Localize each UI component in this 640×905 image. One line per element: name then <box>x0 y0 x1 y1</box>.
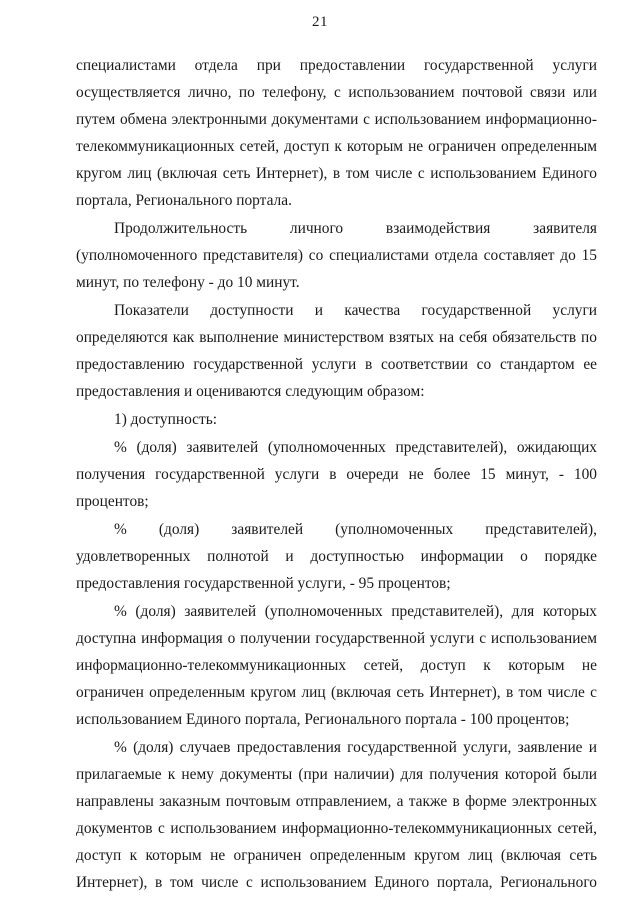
paragraph-7: % (доля) заявителей (уполномоченных представителей), для которых доступна информация о получении государственной услуги с использованием информационно-телекоммуникационных сетей, доступ к которым не ограничен определенным кругом лиц (включая сеть Интернет), в том числе с использованием Единого портала, Регионального портала - 100 процентов; <box>76 603 597 728</box>
document-body <box>76 52 597 897</box>
paragraph-8: % (доля) случаев предоставления государственной услуги, заявление и прилагаемые к нему документы (при наличии) для получения которой были направлены заказным почтовым отправлением, а также в форме электронных документов с использованием информационно-телекоммуникационных сетей, доступ к которым не ограничен определенным кругом лиц (включая сеть Интернет), в том числе с использованием Единого портала, Регионального <box>76 739 597 891</box>
paragraph-4: 1) доступность: <box>114 411 218 428</box>
paragraph-1: специалистами отдела при предоставлении государственной услуги осуществляется лично, по телефону, с использованием почтовой связи или путем обмена электронными документами с использованием информационно-телекоммуникационных сетей, доступ к которым не ограничен определенным кругом лиц (включая сеть Интернет), в том числе с использованием Единого портала, Регионального портала. <box>76 57 597 209</box>
page-number: 21 <box>312 14 328 30</box>
paragraph-6: % (доля) заявителей (уполномоченных представителей), удовлетворенных полнотой и доступностью информации о порядке предоставления государственной услуги, - 95 процентов; <box>76 521 597 592</box>
paragraph-2: Продолжительность личного взаимодействия заявителя (уполномоченного представителя) со специалистами отдела составляет до 15 минут, по телефону - до 10 минут. <box>76 220 597 291</box>
paragraph-5: % (доля) заявителей (уполномоченных представителей), ожидающих получения государственной услуги в очереди не более 15 минут, - 100 процентов; <box>76 439 597 510</box>
paragraph-3: Показатели доступности и качества государственной услуги определяются как выполнение министерством взятых на себя обязательств по предоставлению государственной услуги в соответствии со стандартом ее предоставления и оцениваются следующим образом: <box>76 302 597 400</box>
